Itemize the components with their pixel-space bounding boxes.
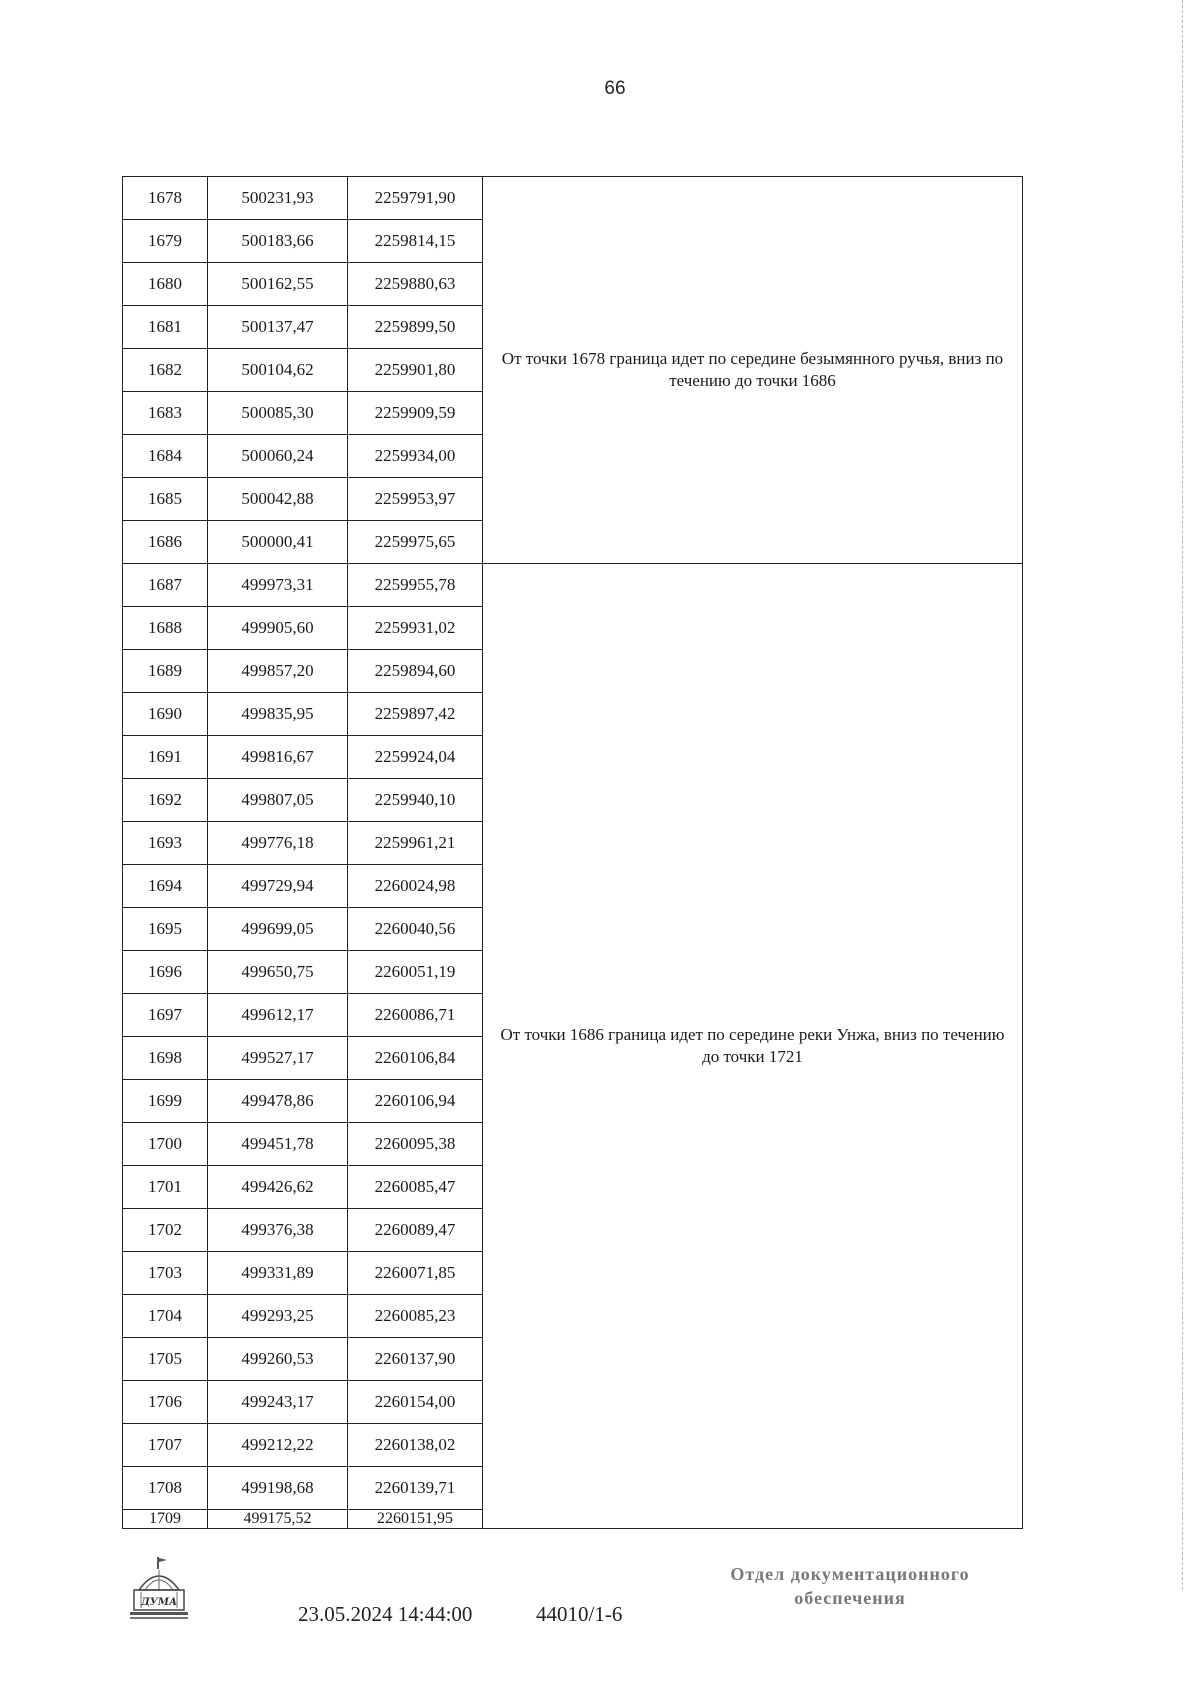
y-coordinate-cell: 2259953,97: [348, 478, 483, 521]
x-coordinate-cell: 499260,53: [208, 1338, 348, 1381]
x-coordinate-cell: 499905,60: [208, 607, 348, 650]
duma-emblem-icon: [128, 1556, 190, 1620]
point-number-cell: 1707: [123, 1424, 208, 1467]
point-number-cell: 1698: [123, 1037, 208, 1080]
y-coordinate-cell: 2259894,60: [348, 650, 483, 693]
stamp-line-2: обеспечения: [794, 1588, 906, 1608]
y-coordinate-cell: 2260071,85: [348, 1252, 483, 1295]
x-coordinate-cell: 499699,05: [208, 908, 348, 951]
footer-timestamp: 23.05.2024 14:44:00: [298, 1602, 473, 1626]
table-row: [123, 564, 1023, 607]
x-coordinate-cell: 500162,55: [208, 263, 348, 306]
x-coordinate-cell: 499478,86: [208, 1080, 348, 1123]
boundary-description-cell: От точки 1678 граница идет по середине безымянного ручья, вниз по течению до точки 1686: [483, 177, 1023, 564]
coordinates-table-body: [123, 177, 1023, 1529]
point-number-cell: 1696: [123, 951, 208, 994]
y-coordinate-cell: 2260106,84: [348, 1037, 483, 1080]
point-number-cell: 1687: [123, 564, 208, 607]
y-coordinate-cell: 2259897,42: [348, 693, 483, 736]
point-number-cell: 1678: [123, 177, 208, 220]
stamp-line-1: Отдел документационного: [730, 1564, 970, 1584]
x-coordinate-cell: 500231,93: [208, 177, 348, 220]
point-number-cell: 1680: [123, 263, 208, 306]
point-number-cell: 1682: [123, 349, 208, 392]
y-coordinate-cell: 2260154,00: [348, 1381, 483, 1424]
point-number-cell: 1704: [123, 1295, 208, 1338]
point-number-cell: 1685: [123, 478, 208, 521]
point-number-cell: 1692: [123, 779, 208, 822]
x-coordinate-cell: 499807,05: [208, 779, 348, 822]
y-coordinate-cell: 2260085,23: [348, 1295, 483, 1338]
point-number-cell: 1699: [123, 1080, 208, 1123]
y-coordinate-cell: 2259901,80: [348, 349, 483, 392]
point-number-cell: 1706: [123, 1381, 208, 1424]
y-coordinate-cell: 2259791,90: [348, 177, 483, 220]
y-coordinate-cell: 2260086,71: [348, 994, 483, 1037]
point-number-cell: 1709: [123, 1510, 208, 1529]
point-number-cell: 1684: [123, 435, 208, 478]
point-number-cell: 1681: [123, 306, 208, 349]
x-coordinate-cell: 499650,75: [208, 951, 348, 994]
x-coordinate-cell: 499376,38: [208, 1209, 348, 1252]
point-number-cell: 1705: [123, 1338, 208, 1381]
y-coordinate-cell: 2259940,10: [348, 779, 483, 822]
y-coordinate-cell: 2260085,47: [348, 1166, 483, 1209]
footer-doc-code: 44010/1-6: [536, 1602, 623, 1626]
emblem-text: ДУМА: [140, 1597, 178, 1608]
point-number-cell: 1688: [123, 607, 208, 650]
x-coordinate-cell: 500085,30: [208, 392, 348, 435]
x-coordinate-cell: 499729,94: [208, 865, 348, 908]
y-coordinate-cell: 2259961,21: [348, 822, 483, 865]
point-number-cell: 1689: [123, 650, 208, 693]
x-coordinate-cell: 500104,62: [208, 349, 348, 392]
y-coordinate-cell: 2260138,02: [348, 1424, 483, 1467]
x-coordinate-cell: 500183,66: [208, 220, 348, 263]
x-coordinate-cell: 499527,17: [208, 1037, 348, 1080]
point-number-cell: 1693: [123, 822, 208, 865]
y-coordinate-cell: 2260024,98: [348, 865, 483, 908]
table-row: [123, 177, 1023, 220]
y-coordinate-cell: 2259975,65: [348, 521, 483, 564]
page-number: 66: [604, 78, 626, 99]
x-coordinate-cell: 499293,25: [208, 1295, 348, 1338]
x-coordinate-cell: 499331,89: [208, 1252, 348, 1295]
point-number-cell: 1695: [123, 908, 208, 951]
y-coordinate-cell: 2259934,00: [348, 435, 483, 478]
boundary-description-cell: От точки 1686 граница идет по середине реки Унжа, вниз по течению до точки 1721: [483, 564, 1023, 1529]
point-number-cell: 1708: [123, 1467, 208, 1510]
x-coordinate-cell: 499243,17: [208, 1381, 348, 1424]
x-coordinate-cell: 499776,18: [208, 822, 348, 865]
point-number-cell: 1691: [123, 736, 208, 779]
x-coordinate-cell: 499612,17: [208, 994, 348, 1037]
x-coordinate-cell: 500000,41: [208, 521, 348, 564]
x-coordinate-cell: 499973,31: [208, 564, 348, 607]
x-coordinate-cell: 499816,67: [208, 736, 348, 779]
y-coordinate-cell: 2259909,59: [348, 392, 483, 435]
x-coordinate-cell: 500042,88: [208, 478, 348, 521]
y-coordinate-cell: 2259899,50: [348, 306, 483, 349]
x-coordinate-cell: 499212,22: [208, 1424, 348, 1467]
point-number-cell: 1701: [123, 1166, 208, 1209]
point-number-cell: 1697: [123, 994, 208, 1037]
point-number-cell: 1683: [123, 392, 208, 435]
x-coordinate-cell: 499175,52: [208, 1510, 348, 1529]
point-number-cell: 1690: [123, 693, 208, 736]
y-coordinate-cell: 2259931,02: [348, 607, 483, 650]
x-coordinate-cell: 499426,62: [208, 1166, 348, 1209]
point-number-cell: 1694: [123, 865, 208, 908]
point-number-cell: 1700: [123, 1123, 208, 1166]
y-coordinate-cell: 2259924,04: [348, 736, 483, 779]
x-coordinate-cell: 500137,47: [208, 306, 348, 349]
y-coordinate-cell: 2260139,71: [348, 1467, 483, 1510]
y-coordinate-cell: 2260137,90: [348, 1338, 483, 1381]
x-coordinate-cell: 500060,24: [208, 435, 348, 478]
x-coordinate-cell: 499451,78: [208, 1123, 348, 1166]
y-coordinate-cell: 2260106,94: [348, 1080, 483, 1123]
y-coordinate-cell: 2259814,15: [348, 220, 483, 263]
y-coordinate-cell: 2259955,78: [348, 564, 483, 607]
point-number-cell: 1703: [123, 1252, 208, 1295]
scan-edge-line: [1182, 0, 1184, 1590]
y-coordinate-cell: 2259880,63: [348, 263, 483, 306]
x-coordinate-cell: 499835,95: [208, 693, 348, 736]
y-coordinate-cell: 2260151,95: [348, 1510, 483, 1529]
x-coordinate-cell: 499198,68: [208, 1467, 348, 1510]
x-coordinate-cell: 499857,20: [208, 650, 348, 693]
point-number-cell: 1702: [123, 1209, 208, 1252]
y-coordinate-cell: 2260051,19: [348, 951, 483, 994]
y-coordinate-cell: 2260089,47: [348, 1209, 483, 1252]
department-stamp: [700, 1562, 1000, 1610]
y-coordinate-cell: 2260040,56: [348, 908, 483, 951]
coordinates-table: [122, 176, 1023, 1529]
point-number-cell: 1679: [123, 220, 208, 263]
point-number-cell: 1686: [123, 521, 208, 564]
y-coordinate-cell: 2260095,38: [348, 1123, 483, 1166]
